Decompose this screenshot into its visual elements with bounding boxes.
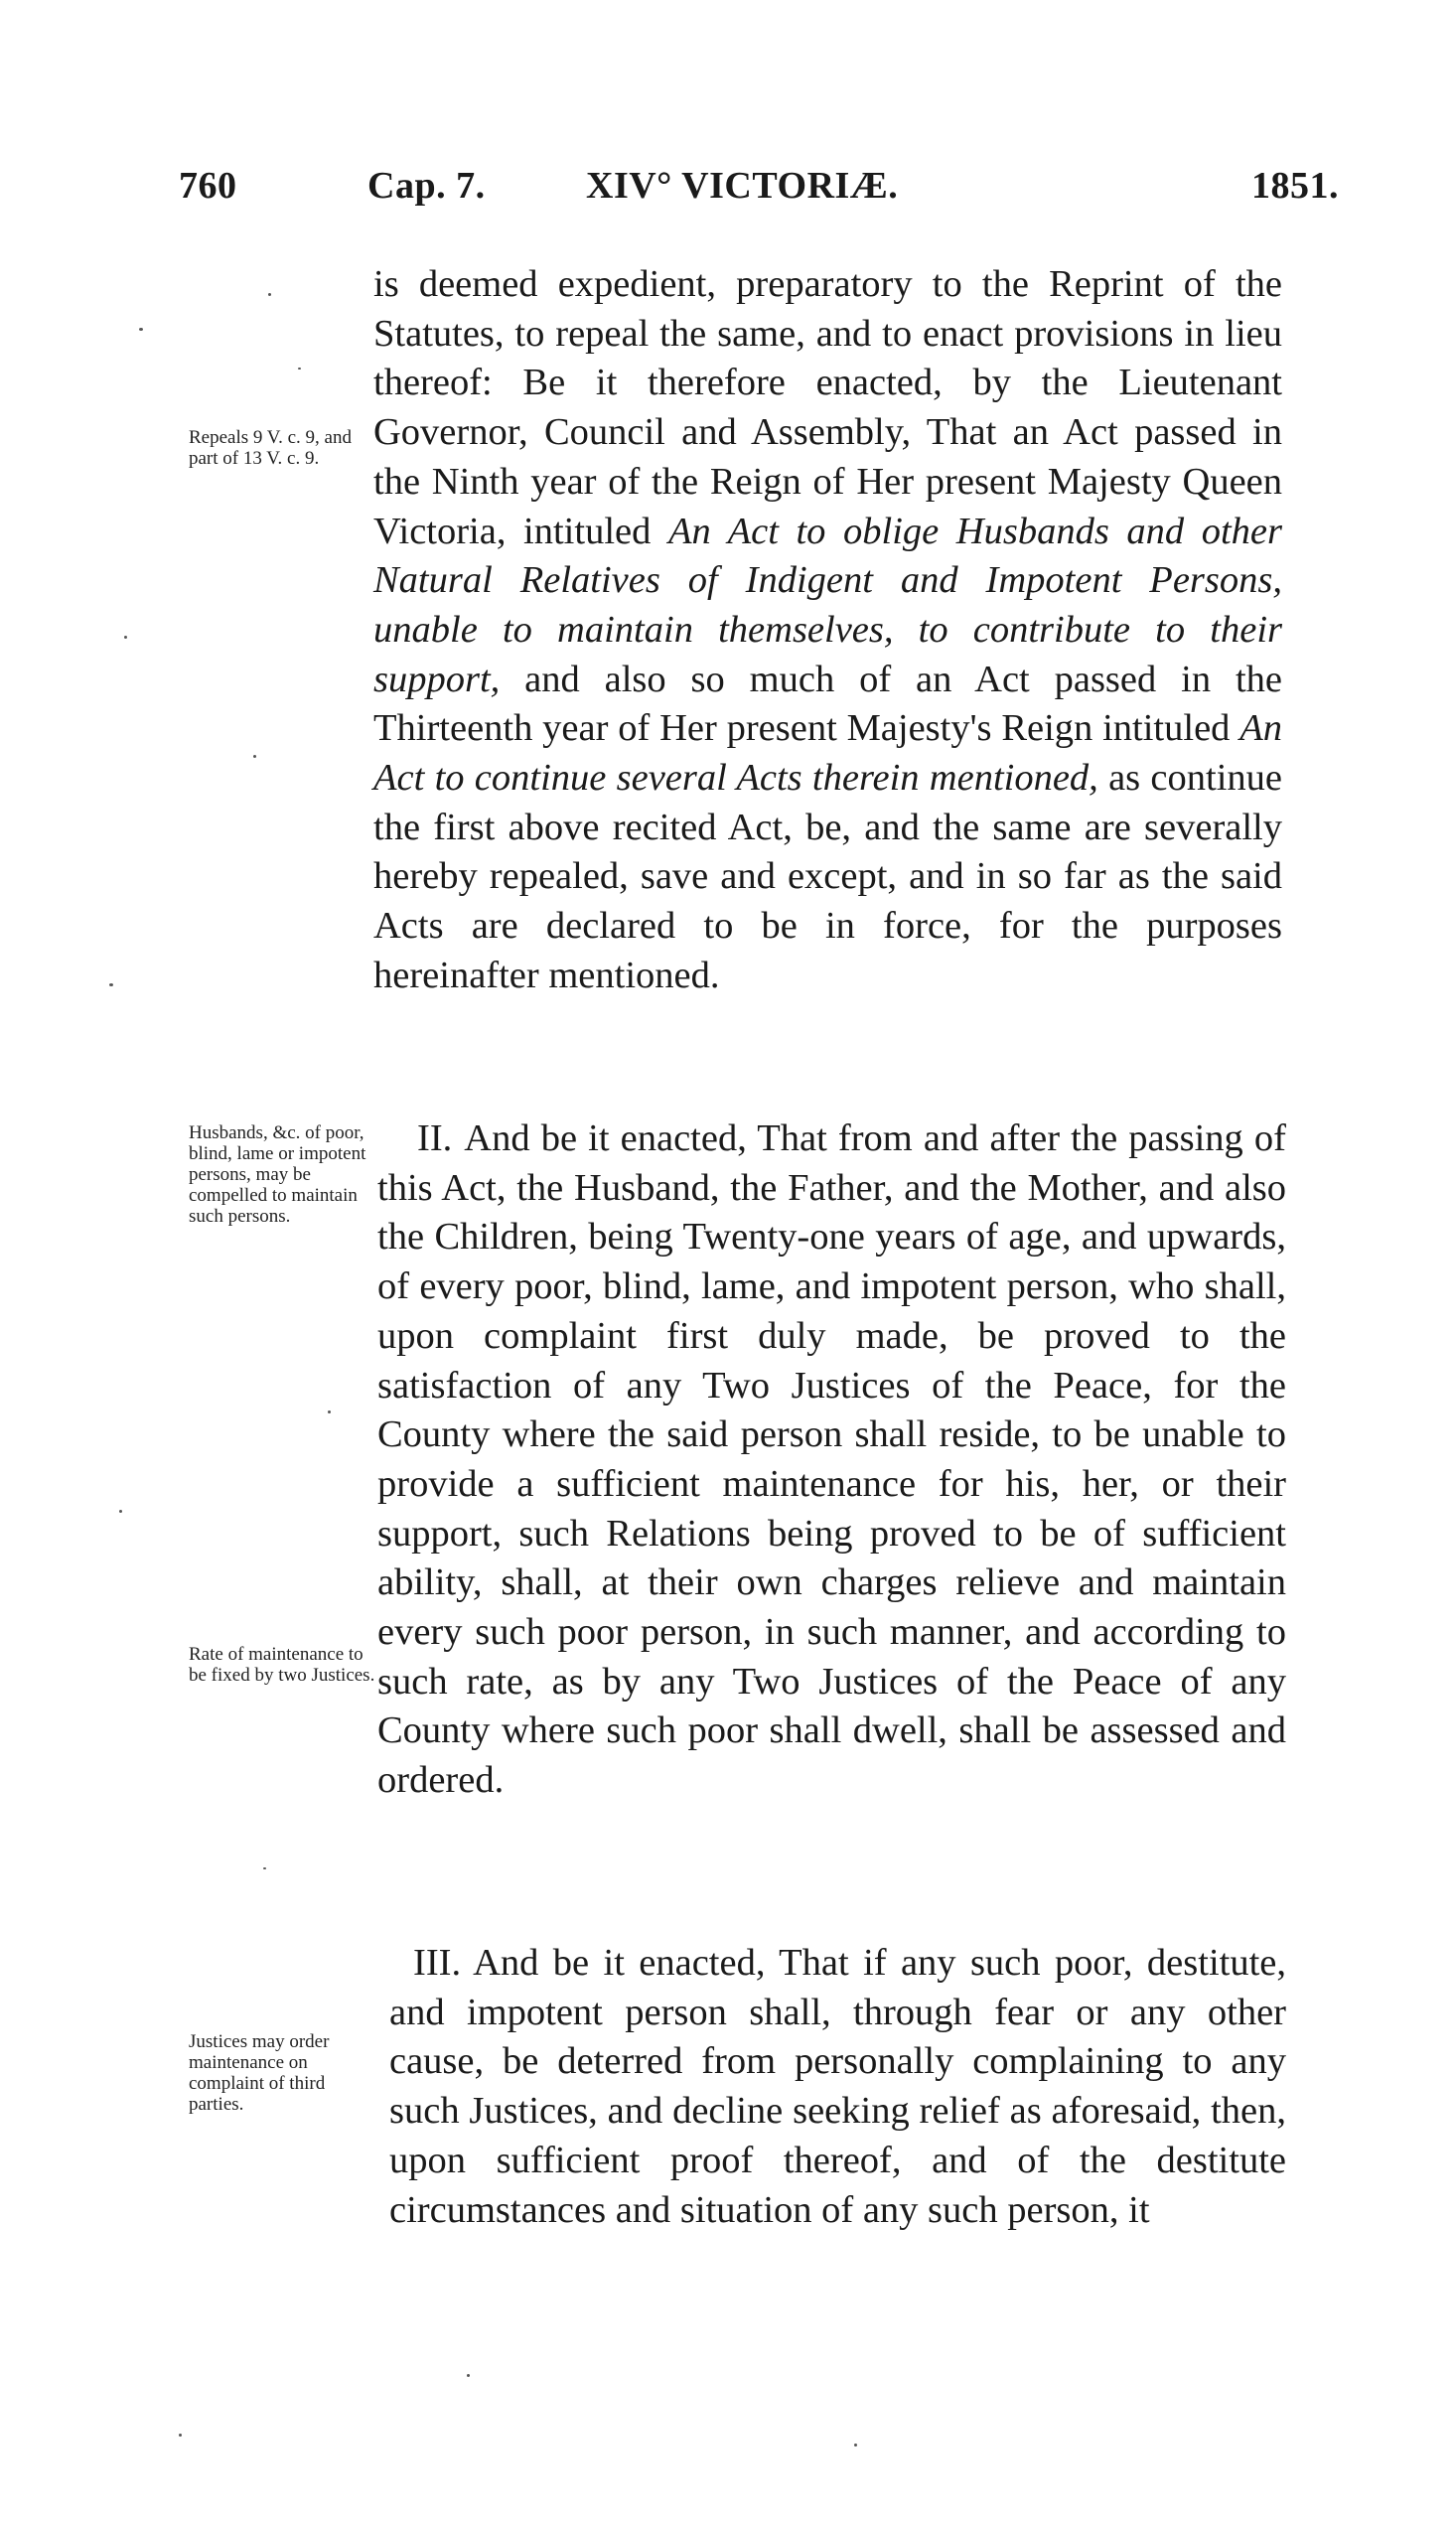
print-speck	[268, 293, 271, 296]
intro-act-title-2: An Act to continue several Acts therein mentioned,	[373, 707, 1282, 800]
header-year: 1851.	[1251, 165, 1339, 207]
margin-note-rate: Rate of maintenance to be fixed by two Justices.	[189, 1644, 375, 1686]
intro-text-part1: is deemed expedient, preparatory to the Reprint of the Statutes, to repeal the same, and to enact provisions in lieu thereof: Be it therefore enacted, by the Lieutenant Governor, Council and Assembly, That an Act passed in the Ninth year of the Reign of Her present Majesty Queen Victoria, intituled	[373, 263, 1282, 552]
print-speck	[179, 2434, 182, 2437]
print-speck	[467, 2374, 470, 2377]
margin-note-justices: Justices may order maintenance on complaint of third parties.	[189, 2031, 330, 2115]
print-speck	[139, 328, 143, 331]
section-2-paragraph	[377, 1114, 1286, 1806]
section-3-number: III.	[413, 1942, 462, 1984]
print-speck	[854, 2444, 857, 2447]
header-title: XIV° VICTORIÆ.	[586, 165, 899, 207]
section-3	[389, 1939, 1286, 2235]
intro-text-part2: and also so much of an Act passed in the Thirteenth year of Her present Majesty's Reign intituled	[373, 658, 1282, 750]
running-header	[179, 164, 1339, 214]
section-3-paragraph	[389, 1939, 1286, 2235]
section-2	[377, 1114, 1286, 1806]
section-3-text: And be it enacted, That if any such poor, destitute, and impotent person shall, through fear or any other cause, be deterred from personally complaining to any such Justices, and decline seeking relief as aforesaid, then, upon sufficient proof thereof, and of the destitute circumstances and situation of any such person, it	[389, 1942, 1286, 2231]
print-speck	[298, 368, 301, 370]
print-speck	[109, 983, 113, 986]
section-2-text: And be it enacted, That from and after the passing of this Act, the Husband, the Father, and the Mother, and also the Children, being Twenty-one years of age, and upwards, of every poor, blind, lame, and impotent person, who shall, upon complaint first duly made, be proved to the satisfaction of any Two Justices of the Peace, for the County where the said person shall reside, to be unable to provide a sufficient maintenance for his, her, or their support, such Relations being proved to be of sufficient ability, shall, at their own charges relieve and maintain every such poor person, in such manner, and according to such rate, as by any Two Justices of the Peace of any County where such poor shall dwell, shall be assessed and ordered.	[377, 1117, 1286, 1802]
print-speck	[119, 1510, 122, 1513]
margin-note-husbands: Husbands, &c. of poor, blind, lame or impotent persons, may be compelled to maintain such persons.	[189, 1122, 366, 1227]
print-speck	[253, 755, 256, 758]
chapter-label: Cap. 7.	[367, 165, 486, 207]
section-2-number: II.	[417, 1117, 453, 1159]
print-speck	[328, 1410, 331, 1413]
intro-act-title-1: An Act to oblige Husbands and other Natural Relatives of Indigent and Impotent Persons, unable to maintain themselves, to contribute to their support,	[373, 510, 1282, 700]
print-speck	[263, 1867, 266, 1869]
intro-paragraph	[373, 260, 1282, 1001]
margin-note-repeal: Repeals 9 V. c. 9, and part of 13 V. c. 9.	[189, 427, 352, 469]
section-intro	[373, 260, 1282, 1001]
intro-text-part3: as continue the first above recited Act, be, and the same are severally hereby repealed, save and except, and in so far as the said Acts are declared to be in force, for the purposes hereinafter mentioned.	[373, 757, 1282, 996]
page-number: 760	[179, 165, 237, 207]
print-speck	[124, 636, 127, 639]
